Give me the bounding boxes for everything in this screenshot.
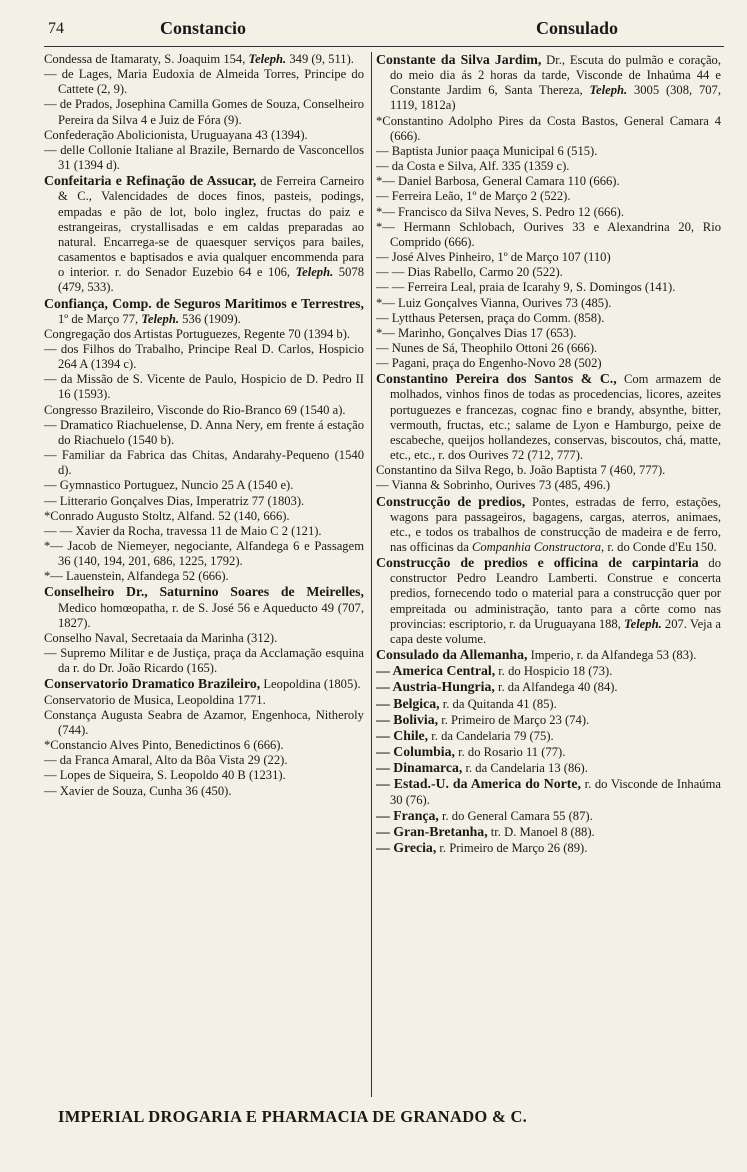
entry-details: paaça Municipal 6 (515).: [467, 143, 598, 158]
entry-italic-name: Companhia Constructora,: [468, 540, 605, 554]
entry-name: Condessa de Itamaraty,: [44, 52, 162, 66]
directory-entry: [44, 448, 364, 478]
directory-entry: [376, 696, 721, 712]
entry-details: r. da Quitanda 41 (85).: [439, 696, 557, 711]
directory-entry: [44, 296, 364, 327]
entry-details: Medico homœopatha, r. de S. José 56 e Aqueducto 49 (707, 1827).: [58, 600, 364, 630]
entry-tail: r. do Conde d'Eu 150.: [604, 540, 717, 554]
entry-name: — Familiar da Fabrica das Chitas,: [44, 448, 228, 463]
entry-name: Conselho Naval,: [44, 630, 128, 645]
directory-entry: [44, 128, 364, 143]
entry-details: Hospicio de D. Pedro II 16 (1593).: [58, 372, 364, 402]
directory-entry: [376, 174, 721, 189]
directory-entry: [376, 311, 721, 326]
entry-name: Conservatorio de Musica,: [44, 692, 174, 707]
entry-details: r. da Alfandega 40 (84).: [494, 680, 618, 695]
directory-entry: [44, 143, 364, 173]
directory-entry: [376, 220, 721, 250]
entry-codes: 349 (9, 511).: [286, 52, 354, 66]
directory-entry: [44, 584, 364, 630]
entry-details: General Camara 4 (666).: [390, 113, 721, 143]
entry-name: Confeitaria e Refinação de Assucar,: [44, 173, 257, 189]
header-rule: [44, 46, 724, 47]
entry-name: — Vianna & Sobrinho,: [376, 478, 493, 493]
entry-name: — Columbia,: [376, 744, 455, 760]
entry-details: Alto da Bôa Vista 29 (22).: [152, 753, 288, 768]
entry-details: Alf. 335 (1359 c).: [476, 159, 570, 174]
directory-entry: [44, 708, 364, 738]
directory-entry: [376, 205, 721, 220]
directory-entry: [376, 728, 721, 744]
entry-name: — Ferreira Leão,: [376, 189, 464, 204]
entry-details: Alfand. 52 (140, 666).: [174, 508, 290, 523]
directory-entry: [376, 326, 721, 341]
directory-entry: [44, 784, 364, 799]
entry-name: — Grecia,: [376, 839, 437, 855]
entry-details: negociante, Alfandega 6 e Passagem 36 (140, 194, 201, 686, 1225, 1792).: [58, 539, 364, 569]
entry-details: D. Anna Nery, em frente á estação do Riachuelo (1540 b).: [58, 417, 364, 447]
entry-details: Dr., Escuta do pulmão e coração, do meio dia ás 2 horas da tarde, Visconde de Inhaúma 44 e Constante Jardim 6, Santa Thereza,: [390, 53, 721, 98]
entry-details: Benedictinos 6 (666).: [171, 738, 284, 753]
entry-details: 1º de Março 2 (522).: [463, 189, 571, 204]
entry-name: — Dinamarca,: [376, 760, 463, 776]
directory-entry: [376, 296, 721, 311]
directory-entry: [376, 744, 721, 760]
entry-name: — Belgica,: [376, 695, 440, 711]
right-column: [376, 52, 721, 1102]
directory-entry: [376, 463, 721, 478]
entry-name: *— Luiz Gonçalves Vianna,: [376, 295, 520, 310]
entry-details: Nuncio 25 A (1540 e).: [177, 478, 294, 493]
entry-name: — — Xavier da Rocha,: [44, 523, 164, 538]
entry-details: Dias 17 (653).: [500, 325, 577, 340]
telephone-label: Teleph.: [248, 52, 287, 66]
entry-details: r. do Rosario 11 (77).: [454, 745, 566, 760]
directory-entry: [376, 647, 721, 663]
directory-entry: [44, 342, 364, 372]
entry-details: r. da Candelaria 13 (86).: [462, 761, 588, 776]
entry-name: — Nunes de Sá,: [376, 340, 458, 355]
entry-details: Alfandega 52 (666).: [124, 569, 229, 584]
entry-codes: 5078 (479, 533).: [58, 265, 364, 295]
directory-entry: [376, 494, 721, 556]
entry-details: Uruguayana 43 (1394).: [187, 127, 308, 142]
entry-name: — Lopes de Siqueira,: [44, 768, 154, 783]
entry-details: de Ferreira Carneiro & C., Valencidades de doces finos, pasteis, podings, empadas e pão de lot, bolo inglez, fructas do paiz e estrangeiras, crystallisadas e em caldas preparadas ao natural. Encarrega-se de quaesquer serviços para bailes, casamentos e baptisados e avia qualquer encommenda para o interior. r. do Senador Euzebio 64 e 106,: [58, 174, 364, 280]
entry-name: *Constantino Adolpho Pires da Costa Bastos,: [376, 113, 619, 128]
entry-details: praça do Engenho-Novo 28 (502): [429, 356, 602, 371]
entry-codes: 3005 (308, 707, 1119, 1812a): [390, 83, 721, 113]
directory-entry: [44, 539, 364, 569]
entry-details: Josephina Camilla Gomes de Souza, Conselheiro Pereira da Silva 4 e Juiz de Fóra (9).: [58, 97, 364, 127]
entry-details: Maria Eudoxia de Almeida Torres, Principe do Cattete (2, 9).: [58, 67, 364, 97]
directory-entry: [376, 265, 721, 280]
entry-name: — Gran-Bretanha,: [376, 823, 488, 839]
directory-entry: [44, 693, 364, 708]
entry-name: Confiança, Comp. de Seguros Maritimos e Terrestres,: [44, 295, 364, 311]
directory-entry: [376, 52, 721, 114]
directory-entry: [44, 676, 364, 692]
entry-name: — Gymnastico Portuguez,: [44, 478, 178, 493]
directory-entry: [44, 753, 364, 768]
entry-details: Ourives 33 e Alexandrina 20, Rio Comprido (666).: [390, 219, 721, 249]
entry-details: Theophilo Ottoni 26 (666).: [457, 340, 598, 355]
directory-entry: [376, 712, 721, 728]
entry-details: b. João Baptista 7 (460, 777).: [513, 463, 666, 478]
entry-details: Cunha 36 (450).: [146, 783, 232, 798]
entry-details: S. Pedro 12 (666).: [528, 204, 624, 219]
directory-entry: [44, 327, 364, 342]
entry-name: Constante da Silva Jardim,: [376, 52, 542, 67]
directory-entry: [376, 760, 721, 776]
entry-name: Conselheiro Dr., Saturnino Soares de Meirelles,: [44, 584, 364, 600]
entry-name: — Austria-Hungria,: [376, 679, 495, 695]
entry-name: — de Lages,: [44, 67, 112, 82]
entry-name: *— Jacob de Niemeyer,: [44, 539, 170, 553]
entry-details: r. Primeiro de Março 26 (89).: [436, 840, 588, 855]
entry-details: Andarahy-Pequeno (1540 d).: [58, 448, 364, 478]
directory-entry: [376, 824, 721, 840]
entry-details: 1º de Março 77,: [58, 311, 139, 326]
entry-name: *Conrado Augusto Stoltz,: [44, 508, 175, 523]
directory-entry: [376, 478, 721, 493]
entry-details: Com armazem de molhados, vinhos finos de todas as procedencias, licores, azeites portuguezes e francezas, cognac fino e brandy, absynthe, bitter, vermouth, fructas, etc.; salame de Lyon e Hamburgo, peixe de escabeche, queijos hollandezes, conservas, biscoutos, chá, matte, etc., etc., r. dos Ourives 72 (712, 777).: [390, 372, 721, 463]
directory-entry: [376, 144, 721, 159]
entry-name: — Xavier de Souza,: [44, 783, 147, 798]
directory-entry: [376, 280, 721, 295]
entry-details: Leopoldina (1805).: [260, 677, 361, 692]
entry-details: do constructor Pedro Leandro Lamberti. Construe e concerta predios, fornecendo todo o material para a construcção quer por empreitada ou administração, tanto para a côrte como nas provincias: escriptorio, r. da Uruguayana 188,: [390, 556, 721, 631]
entry-codes: 207. Veja a capa deste volume.: [390, 616, 721, 646]
entry-name: — America Central,: [376, 663, 496, 679]
entry-name: — Baptista Junior: [376, 143, 468, 158]
entry-name: — Estad.-U. da America do Norte,: [376, 776, 581, 792]
directory-entry: [44, 494, 364, 509]
directory-entry: [44, 372, 364, 402]
entry-details: praça do Comm. (858).: [484, 310, 605, 325]
directory-entry: [376, 189, 721, 204]
directory-entry: [376, 114, 721, 144]
entry-details: travessa 11 de Maio C 2 (121).: [163, 523, 322, 538]
entry-name: — Litterario Gonçalves Dias,: [44, 493, 193, 508]
directory-entry: [44, 52, 364, 67]
entry-details: tr. D. Manoel 8 (88).: [487, 824, 595, 839]
entry-name: Conservatorio Dramatico Brazileiro,: [44, 676, 261, 692]
entry-details: praia de Icarahy 9, S. Domingos (141).: [476, 280, 676, 295]
directory-entry: [376, 776, 721, 807]
directory-entry: [376, 356, 721, 371]
entry-name: Congregação dos Artistas Portuguezes,: [44, 326, 241, 341]
entry-details: Imperio, r. da Alfandega 53 (83).: [527, 648, 697, 663]
entry-name: Constança Augusta Seabra de Azamor,: [44, 707, 247, 722]
entry-name: — dos Filhos do Trabalho,: [44, 341, 184, 356]
entry-details: S. Joaquim 154,: [161, 52, 246, 66]
entry-details: Principe Real D. Carlos, Hospicio 264 A (1394 c).: [58, 341, 364, 372]
directory-entry: [44, 768, 364, 783]
left-running-head: Constancio: [160, 18, 247, 38]
entry-name: *— Hermann Schlobach,: [376, 219, 515, 234]
directory-entry: [376, 840, 721, 856]
directory-entry: [376, 808, 721, 824]
directory-entry: [376, 250, 721, 265]
directory-entry: [44, 738, 364, 753]
directory-entry: [376, 371, 721, 463]
entry-details: General Camara 110 (666).: [479, 174, 620, 189]
directory-entry: [44, 403, 364, 418]
entry-name: Constantino da Silva Rego,: [376, 463, 514, 478]
entry-details: r. do Visconde de Inhaúma 30 (76).: [390, 777, 721, 807]
entry-name: — — Ferreira Leal,: [376, 280, 477, 295]
entry-name: — da Franca Amaral,: [44, 753, 153, 768]
entry-details: 1º de Março 107 (110): [494, 250, 611, 265]
entry-name: — Supremo Militar e de Justiça,: [44, 646, 211, 661]
entry-name: — de Prados,: [44, 97, 113, 112]
directory-entry: [44, 646, 364, 676]
entry-details: Pontes, estradas de ferro, estações, wagons para passageiros, bagagens, cargas, aterros, animaes, etc., e todos os trabalhos de construcção de madeira e de ferro, nas officinas da: [390, 494, 721, 554]
directory-entry: [376, 555, 721, 647]
entry-details: Bernardo de Vasconcellos 31 (1394 d).: [58, 142, 364, 173]
entry-name: — Dramatico Riachuelense,: [44, 417, 187, 432]
directory-entry: [44, 631, 364, 646]
right-running-head: Consulado: [536, 18, 619, 38]
entry-details: r. Primeiro de Março 23 (74).: [438, 712, 590, 727]
directory-entry: [44, 569, 364, 584]
entry-name: — delle Collonie Italiane al Brazile,: [44, 142, 229, 157]
entry-name: — da Missão de S. Vicente de Paulo,: [44, 372, 237, 387]
entry-details: Ourives 73 (485, 496.): [492, 478, 611, 493]
page-number: 74: [48, 20, 64, 37]
footer-advert: IMPERIAL DROGARIA E PHARMACIA DE GRANADO & C.: [58, 1107, 528, 1126]
left-column: [44, 52, 364, 1102]
entry-name: — Pagani,: [376, 356, 430, 371]
telephone-label: Teleph.: [624, 616, 662, 631]
entry-name: Congresso Brazileiro,: [44, 402, 154, 417]
entry-details: Imperatriz 77 (1803).: [192, 493, 305, 508]
entry-details: Secretaaia da Marinha (312).: [127, 630, 278, 645]
telephone-label: Teleph.: [589, 83, 628, 98]
entry-details: Leopoldina 1771.: [173, 692, 266, 707]
entry-details: r. do Hospicio 18 (73).: [495, 664, 613, 679]
directory-entry: [376, 341, 721, 356]
entry-name: — Chile,: [376, 727, 429, 743]
entry-details: Engenhoca, Nitheroly (744).: [58, 707, 364, 737]
entry-name: — Lytthaus Petersen,: [376, 310, 485, 325]
entry-name: Constantino Pereira dos Santos & C.,: [376, 371, 617, 387]
directory-entry: [44, 509, 364, 524]
page-header: [48, 18, 720, 44]
entry-name: — José Alves Pinheiro,: [376, 250, 495, 265]
entry-name: — da Costa e Silva,: [376, 159, 477, 174]
entry-name: *— Lauenstein,: [44, 569, 125, 584]
entry-details: Visconde do Rio-Branco 69 (1540 a).: [153, 402, 346, 417]
directory-entry: [376, 663, 721, 679]
entry-name: Construcção de predios,: [376, 493, 526, 509]
entry-details: Carmo 20 (522).: [476, 265, 563, 280]
entry-name: *— Francisco da Silva Neves,: [376, 204, 529, 219]
directory-entry: [44, 67, 364, 97]
directory-entry: [44, 418, 364, 448]
entry-details: r. do General Camara 55 (87).: [438, 808, 593, 823]
entry-details: praça da Acclamação esquina da r. do Dr. João Ricardo (165).: [58, 646, 364, 676]
entry-name: *— Marinho, Gonçalves: [376, 325, 501, 340]
column-divider: [371, 52, 372, 1097]
entry-details: r. da Candelaria 79 (75).: [428, 728, 554, 743]
directory-entry: [44, 524, 364, 539]
directory-entry: [376, 159, 721, 174]
directory-entry: [44, 97, 364, 127]
entry-name: — Bolivia,: [376, 711, 439, 727]
directory-entry: [44, 478, 364, 493]
entry-name: — França,: [376, 807, 439, 823]
directory-entry: [376, 679, 721, 695]
entry-name: *— Daniel Barbosa,: [376, 174, 480, 189]
entry-name: Construcção de predios e officina de carpintaria: [376, 555, 699, 571]
directory-entry: [44, 173, 364, 295]
entry-name: Confederação Abolicionista,: [44, 127, 188, 142]
entry-name: *Constancio Alves Pinto,: [44, 738, 172, 753]
entry-details: Ourives 73 (485).: [519, 295, 612, 310]
telephone-label: Teleph.: [141, 311, 179, 326]
entry-codes: 536 (1909).: [178, 311, 241, 326]
telephone-label: Teleph.: [295, 265, 334, 280]
entry-details: Regente 70 (1394 b).: [240, 326, 351, 341]
entry-name: Consulado da Allemanha,: [376, 647, 528, 663]
entry-name: — — Dias Rabello,: [376, 265, 477, 280]
entry-details: S. Leopoldo 40 B (1231).: [153, 768, 286, 783]
